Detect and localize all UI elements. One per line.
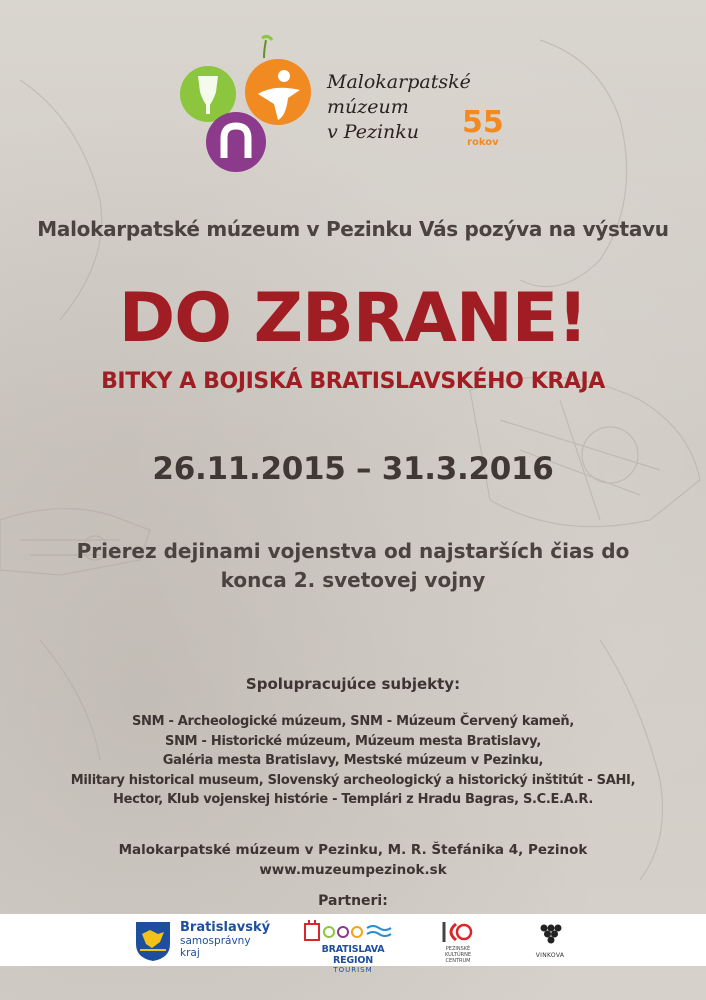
cooperation-line: Hector, Klub vojenskej histórie - Templári z Hradu Bagras, S.C.E.A.R. xyxy=(113,792,593,807)
region-tourism-icon xyxy=(303,920,403,942)
partner-vinkova[interactable] xyxy=(530,918,570,964)
logo-line-3: v Pezinku xyxy=(327,121,420,143)
kc-line-3: CENTRUM xyxy=(445,958,471,964)
invitation-text: Malokarpatské múzeum v Pezinku Vás pozýva na výstavu xyxy=(37,217,669,241)
website-link[interactable]: www.muzeumpezinok.sk xyxy=(259,862,447,878)
bsk-sub-2: kraj xyxy=(180,947,200,959)
bsk-crest-icon xyxy=(134,920,172,962)
exhibition-dates: 26.11.2015 – 31.3.2016 xyxy=(152,451,554,487)
kc-logo-icon xyxy=(440,920,476,944)
exhibition-title: DO ZBRANE! xyxy=(118,279,588,358)
partner-bratislava-region[interactable] xyxy=(303,918,403,974)
description-line: Prierez dejinami vojenstva od najstarších čias do xyxy=(76,539,630,563)
anniversary-badge xyxy=(462,105,504,148)
cooperation-line: Military historical museum, Slovenský archeologický a historický inštitút - SAHI, xyxy=(70,772,636,788)
museum-address xyxy=(0,840,706,880)
kc-line-2: KULTÚRNE xyxy=(445,952,471,958)
region-sub: TOURISM xyxy=(333,966,373,974)
exhibition-description xyxy=(0,537,706,595)
address-line: Malokarpatské múzeum v Pezinku, M. R. Štefánika 4, Pezinok xyxy=(118,842,588,858)
partners-heading: Partneri: xyxy=(318,893,388,909)
description-line: konca 2. svetovej vojny xyxy=(220,568,486,592)
exhibition-subtitle: BITKY A BOJISKÁ BRATISLAVSKÉHO KRAJA xyxy=(101,369,605,394)
region-name: BRATISLAVA REGION xyxy=(321,944,385,966)
partner-kc[interactable] xyxy=(440,918,476,964)
logo-line-2: múzeum xyxy=(327,96,409,118)
bsk-name: Bratislavský xyxy=(180,920,271,935)
anniversary-number: 55 xyxy=(462,105,504,140)
cooperation-line: Galéria mesta Bratislavy, Mestské múzeum v Pezinku, xyxy=(162,753,544,768)
kc-line-1: PEZINSKÉ xyxy=(445,946,471,952)
partners-bar xyxy=(0,914,706,974)
cooperation-line: SNM - Historické múzeum, Múzeum mesta Bratislavy, xyxy=(165,733,541,749)
bsk-sub-1: samosprávny xyxy=(180,935,251,947)
logo-wordmark xyxy=(327,70,471,145)
cooperation-line: SNM - Archeologické múzeum, SNM - Múzeum Červený kameň, xyxy=(131,714,575,729)
partner-bsk[interactable] xyxy=(134,918,274,964)
cooperation-heading: Spolupracujúce subjekty: xyxy=(245,675,461,693)
vinkova-name: VINKOVA xyxy=(535,952,565,959)
grapes-icon xyxy=(538,922,562,946)
cooperation-list xyxy=(0,712,706,810)
anniversary-unit: rokov xyxy=(467,137,499,148)
logo-line-1: Malokarpatské xyxy=(327,71,471,93)
logo-purple-fruit xyxy=(206,112,266,172)
